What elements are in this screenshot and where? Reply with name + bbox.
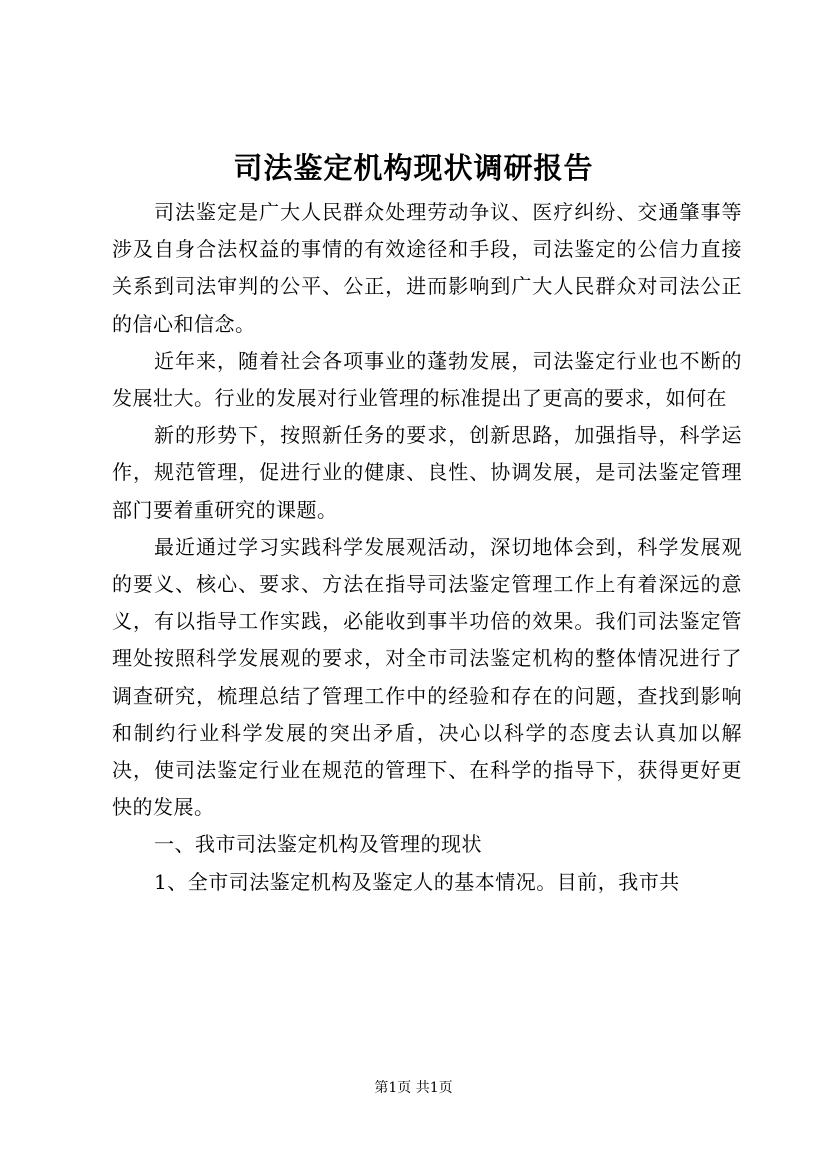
paragraph-new-situation: 新的形势下，按照新任务的要求，创新思路，加强指导，科学运作，规范管理，促进行业的健康、良性、协调发展，是司法鉴定管理部门要着重研究的课题。 (112, 423, 742, 522)
section-heading-1: 一、我市司法鉴定机构及管理的现状 (154, 832, 482, 857)
document-body (112, 194, 742, 901)
paragraph-intro: 司法鉴定是广大人民群众处理劳动争议、医疗纠纷、交通肇事等涉及自身合法权益的事情的有效途径和手段，司法鉴定的公信力直接关系到司法审判的公平、公正，进而影响到广大人民群众对司法公正的信心和信念。 (112, 200, 742, 336)
page-footer: 第1页 共1页 (374, 1080, 453, 1096)
paragraph-background: 近年来，随着社会各项事业的蓬勃发展，司法鉴定行业也不断的发展壮大。行业的发展对行业管理的标准提出了更高的要求，如何在 (112, 348, 742, 411)
paragraph-basic-situation: 1、全市司法鉴定机构及鉴定人的基本情况。目前，我市共 (154, 869, 680, 894)
document-title: 司法鉴定机构现状调研报告 (233, 151, 594, 185)
paragraph-study: 最近通过学习实践科学发展观活动，深切地体会到，科学发展观的要义、核心、要求、方法在指导司法鉴定管理工作上有着深远的意义，有以指导工作实践，必能收到事半功倍的效果。我们司法鉴定管理处按照科学发展观的要求，对全市司法鉴定机构的整体情况进行了调查研究，梳理总结了管理工作中的经验和存在的问题，查找到影响和制约行业科学发展的突出矛盾，决心以科学的态度去认真加以解决，使司法鉴定行业在规范的管理下、在科学的指导下，获得更好更快的发展。 (112, 534, 742, 820)
